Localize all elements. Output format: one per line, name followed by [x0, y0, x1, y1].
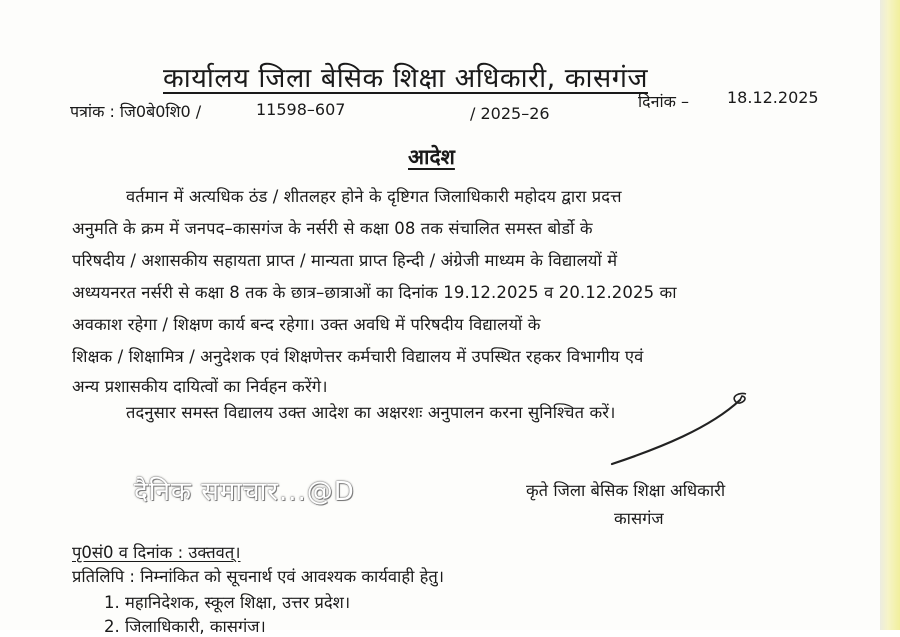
- reference-label: पत्रांक : जि0बे0शि0 /: [70, 102, 202, 121]
- body-line: अवकाश रहेगा / शिक्षण कार्य बन्द रहेगा। उक्त अवधि में परिषदीय विद्यालयों के: [72, 315, 541, 334]
- date-label: दिनांक –: [638, 92, 690, 111]
- body-line: अनुमति के क्रम में जनपद–कासगंज के नर्सरी से कक्षा 08 तक संचालित समस्त बोर्डो के: [72, 219, 593, 238]
- paper-edge: [880, 0, 900, 630]
- body-line: तदनुसार समस्त विद्यालय उक्त आदेश का अक्षरशः अनुपालन करना सुनिश्चित करें।: [126, 403, 616, 422]
- order-title: आदेश: [408, 145, 455, 169]
- copy-to: प्रतिलिपि : निम्नांकित को सूचनार्थ एवं आवश्यक कार्यवाही हेतु।: [72, 567, 445, 586]
- body-line: वर्तमान में अत्यधिक ठंड / शीतलहर होने के दृष्टिगत जिलाधिकारी महोदय द्वारा प्रदत्त: [126, 187, 622, 206]
- body-line: अध्ययनरत नर्सरी से कक्षा 8 तक के छात्र–छात्राओं का दिनांक 19.12.2025 व 20.12.2025 का: [72, 283, 677, 302]
- date-value: 18.12.2025: [727, 88, 819, 107]
- handwritten-signature: [590, 388, 770, 478]
- body-line: शिक्षक / शिक्षामित्र / अनुदेशक एवं शिक्षणेत्तर कर्मचारी विद्यालय में उपस्थित रहकर विभागीय एवं: [72, 347, 644, 366]
- body-line: अन्य प्रशासकीय दायित्वों का निर्वहन करेंगे।: [72, 377, 328, 396]
- copy-list-item: 2. जिलाधिकारी, कासगंज।: [104, 617, 266, 636]
- copy-list-item: 1. महानिदेशक, स्कूल शिक्षा, उत्तर प्रदेश।: [104, 593, 351, 612]
- copy-reference: पृ0सं0 व दिनांक : उक्तवत्।: [72, 543, 241, 562]
- reference-year: / 2025–26: [470, 104, 550, 123]
- signatory-title: कृते जिला बेसिक शिक्षा अधिकारी: [526, 481, 726, 500]
- reference-number: 11598–607: [256, 100, 346, 119]
- office-heading: कार्यालय जिला बेसिक शिक्षा अधिकारी, कासगंज: [163, 63, 648, 94]
- body-line: परिषदीय / अशासकीय सहायता प्राप्त / मान्यता प्राप्त हिन्दी / अंग्रेजी माध्यम के विद्यालयों में: [72, 251, 618, 270]
- watermark: दैनिक समाचार...@D: [134, 477, 355, 507]
- signatory-place: कासगंज: [614, 509, 664, 528]
